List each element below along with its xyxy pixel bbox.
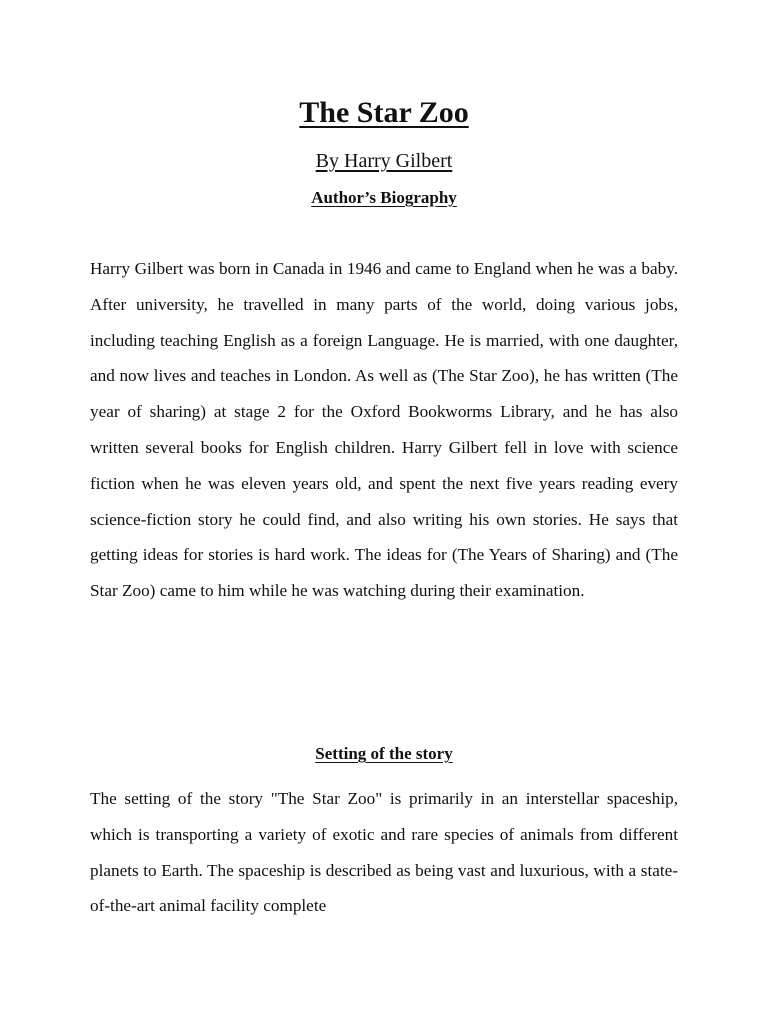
section-heading-biography: Author’s Biography xyxy=(311,188,457,207)
setting-paragraph: The setting of the story "The Star Zoo" is primarily in an interstellar spaceship, which is transporting a variety of exotic and rare species of animals from different planets to Earth. The spaceship is described as being vast and luxurious, with a state-of-the-art animal facility complete xyxy=(90,789,678,916)
biography-paragraph: Harry Gilbert was born in Canada in 1946 and came to England when he was a baby. After university, he travelled in many parts of the world, doing various jobs, including teaching English as a foreign Language. He is married, with one daughter, and now lives and teaches in London. As well as (The Star Zoo), he has written (The year of sharing) at stage 2 for the Oxford Bookworms Library, and he has also written several books for English children. Harry Gilbert fell in love with science fiction when he was eleven years old, and spent the next five years reading every science-fiction story he could find, and also writing his own stories. He says that getting ideas for stories is hard work. The ideas for (The Years of Sharing) and (The Star Zoo) came to him while he was watching during their examination. xyxy=(90,259,678,601)
author-byline: By Harry Gilbert xyxy=(315,150,453,172)
section-heading-setting: Setting of the story xyxy=(315,744,453,763)
document-title: The Star Zoo xyxy=(299,96,469,129)
